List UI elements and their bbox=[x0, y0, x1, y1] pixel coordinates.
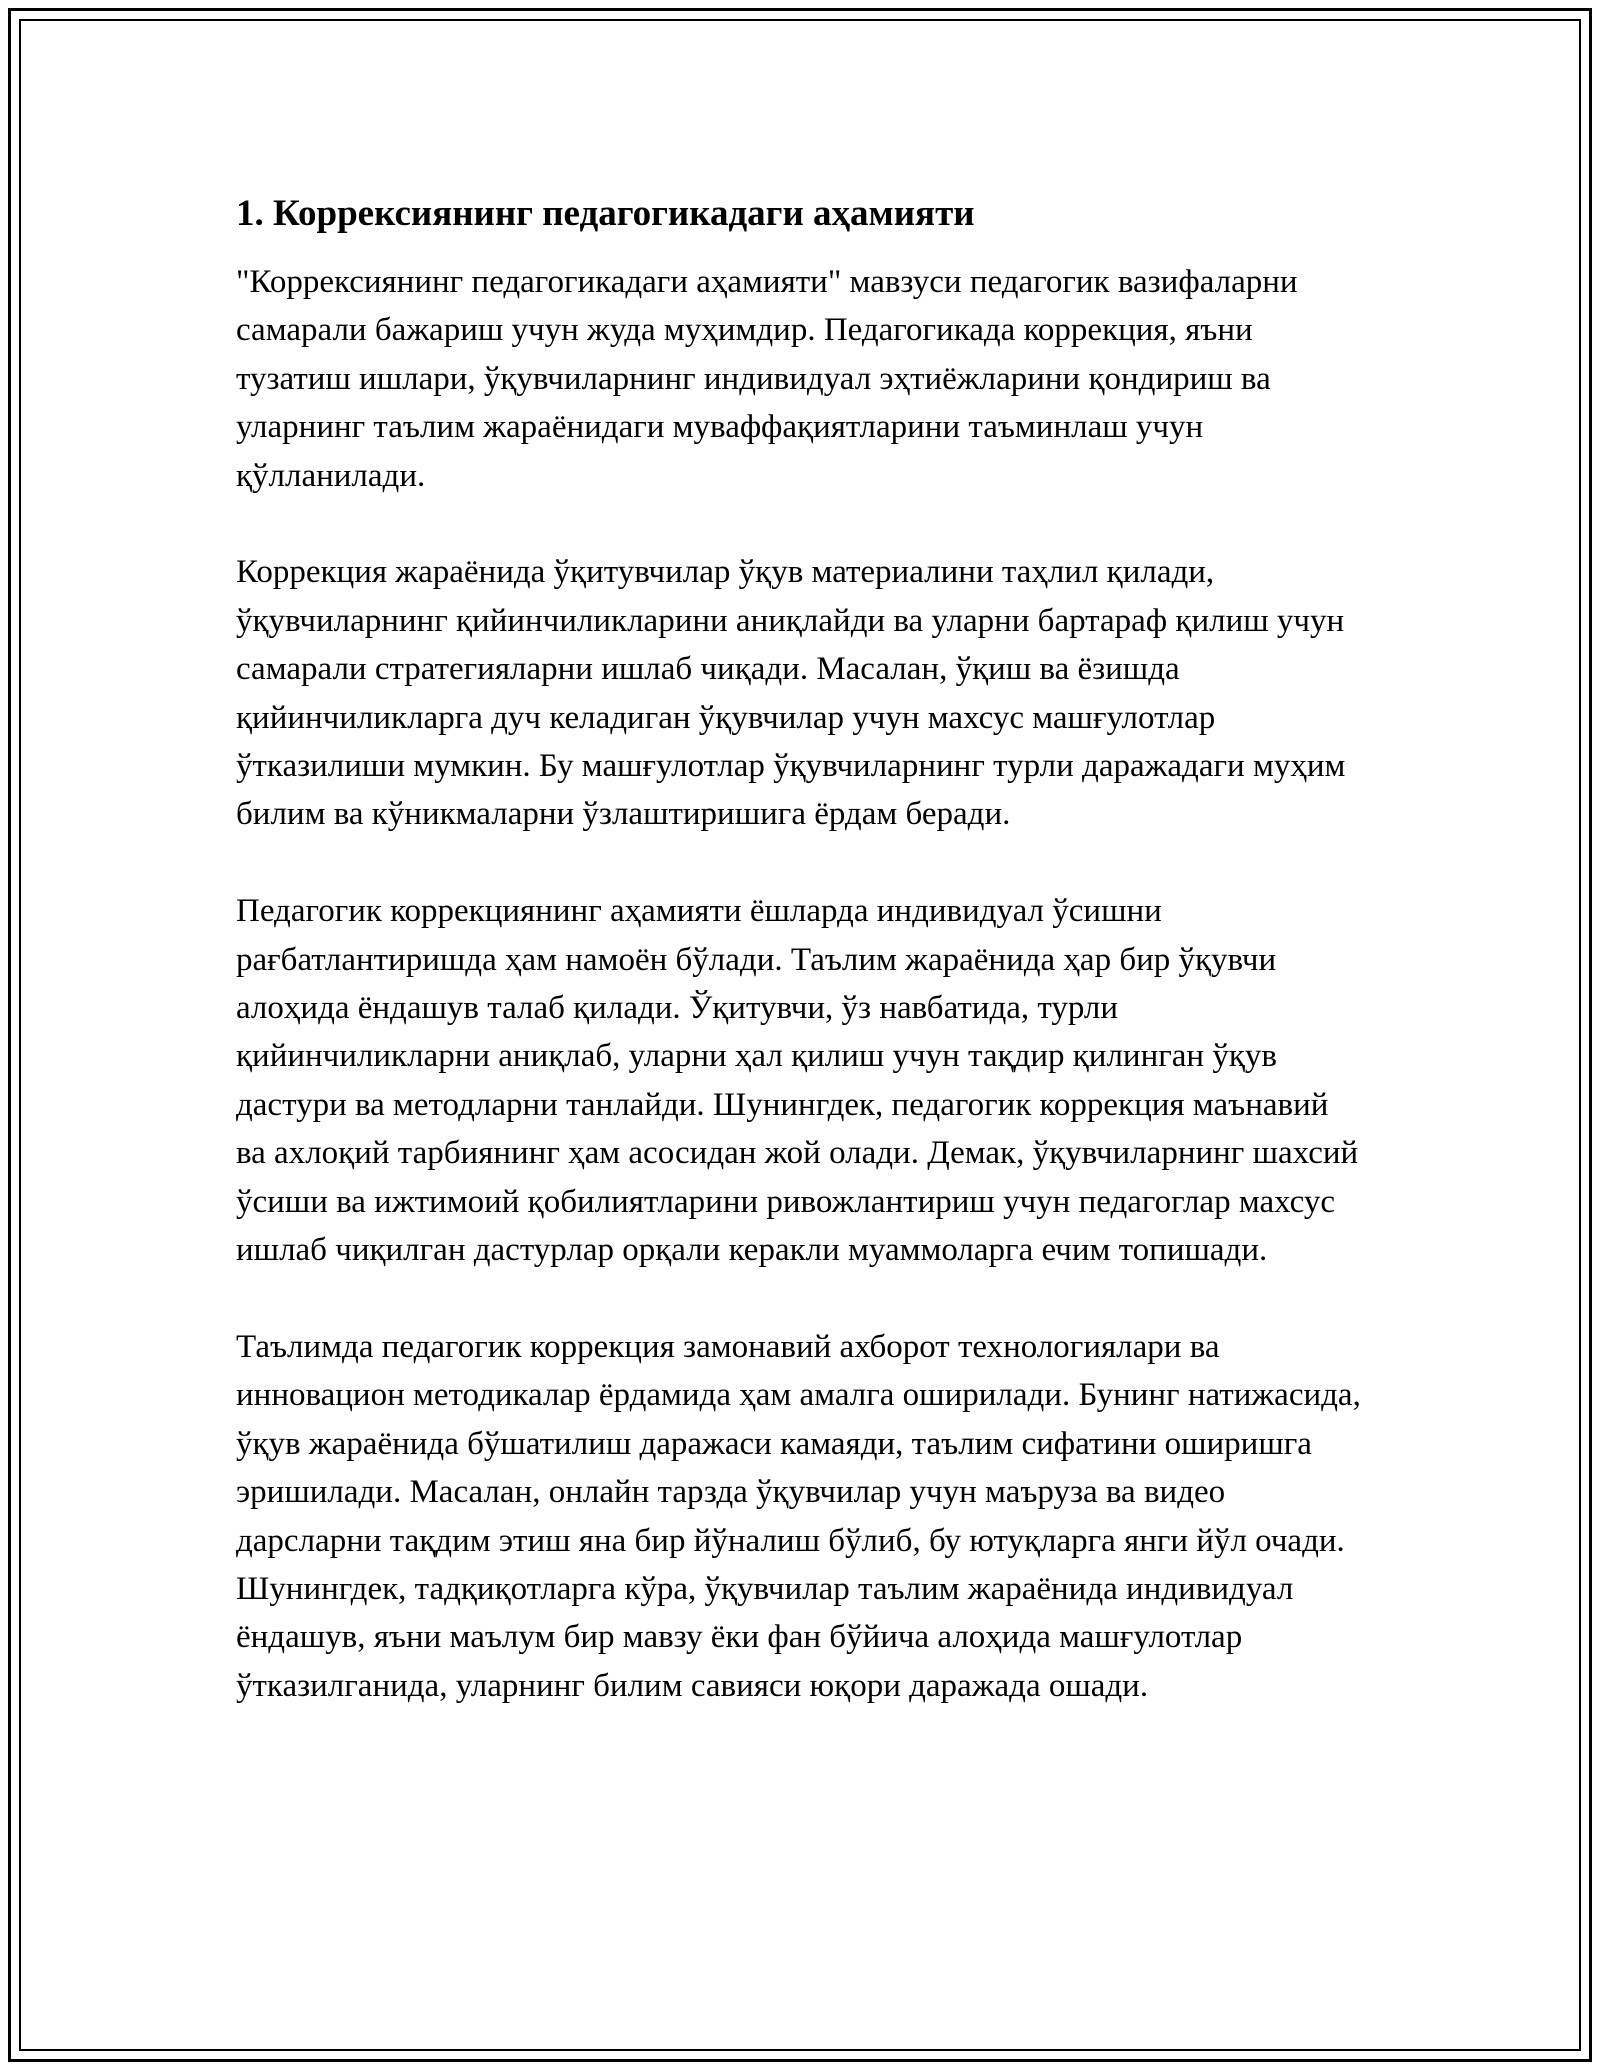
paragraph-1: "Коррексиянинг педагогикадаги аҳамияти" мавзуси педагогик вазифаларни самарали бажариш учун жуда муҳимдир. Педагогикада коррекция, яъни тузатиш ишлари, ўқувчиларнинг индивидуал эҳтиёжларини қондириш ва уларнинг таълим жараёнидаги муваффақиятларини таъминлаш учун қўлланилади. bbox=[236, 264, 1298, 494]
paragraph-4: Таълимда педагогик коррекция замонавий ахборот технологиялари ва инновацион методикалар ёрдамида ҳам амалга оширилади. Бунинг натижасида, ўқув жараёнида бўшатилиш даражаси камаяди, таълим сифатини оширишга эришилади. Масалан, онлайн тарзда ўқувчилар учун маъруза ва видео дарсларни тақдим этиш яна бир йўналиш бўлиб, бу ютуқларга янги йўл очади. Шунингдек, тадқиқотларга кўра, ўқувчилар таълим жараёнида индивидуал ёндашув, яъни маълум бир мавзу ёки фан бўйича алоҳида машғулотлар ўтказилганида, уларнинг билим савияси юқори даражада ошади. bbox=[236, 1328, 1361, 1704]
paragraph-3: Педагогик коррекциянинг аҳамияти ёшларда индивидуал ўсишни рағбатлантиришда ҳам намоён бўлади. Таълим жараёнида ҳар бир ўқувчи алоҳида ёндашув талаб қилади. Ўқитувчи, ўз навбатида, турли қийинчиликларни аниқлаб, уларни ҳал қилиш учун тақдир қилинган ўқув дастури ва методларни танлайди. Шунингдек, педагогик коррекция маънавий ва ахлоқий тарбиянинг ҳам асосидан жой олади. Демак, ўқувчиларнинг шахсий ўсиши ва ижтимоий қобилиятларини ривожлантириш учун педагоглар махсус ишлаб чиқилган дастурлар орқали керакли муаммоларга ечим топишади. bbox=[236, 893, 1359, 1269]
paragraph-2: Коррекция жараёнида ўқитувчилар ўқув материалини таҳлил қилади, ўқувчиларнинг қийинчиликларини аниқлайди ва уларни бартараф қилиш учун самарали стратегияларни ишлаб чиқади. Масалан, ўқиш ва ёзишда қийинчиликларга дуч келадиган ўқувчилар учун махсус машғулотлар ўтказилиши мумкин. Бу машғулотлар ўқувчиларнинг турли даражадаги муҳим билим ва кўникмаларни ўзлаштиришига ёрдам беради. bbox=[236, 554, 1346, 833]
document-body bbox=[236, 186, 1366, 1759]
section-heading: 1. Коррексиянинг педагогикадаги аҳамияти bbox=[236, 193, 975, 234]
